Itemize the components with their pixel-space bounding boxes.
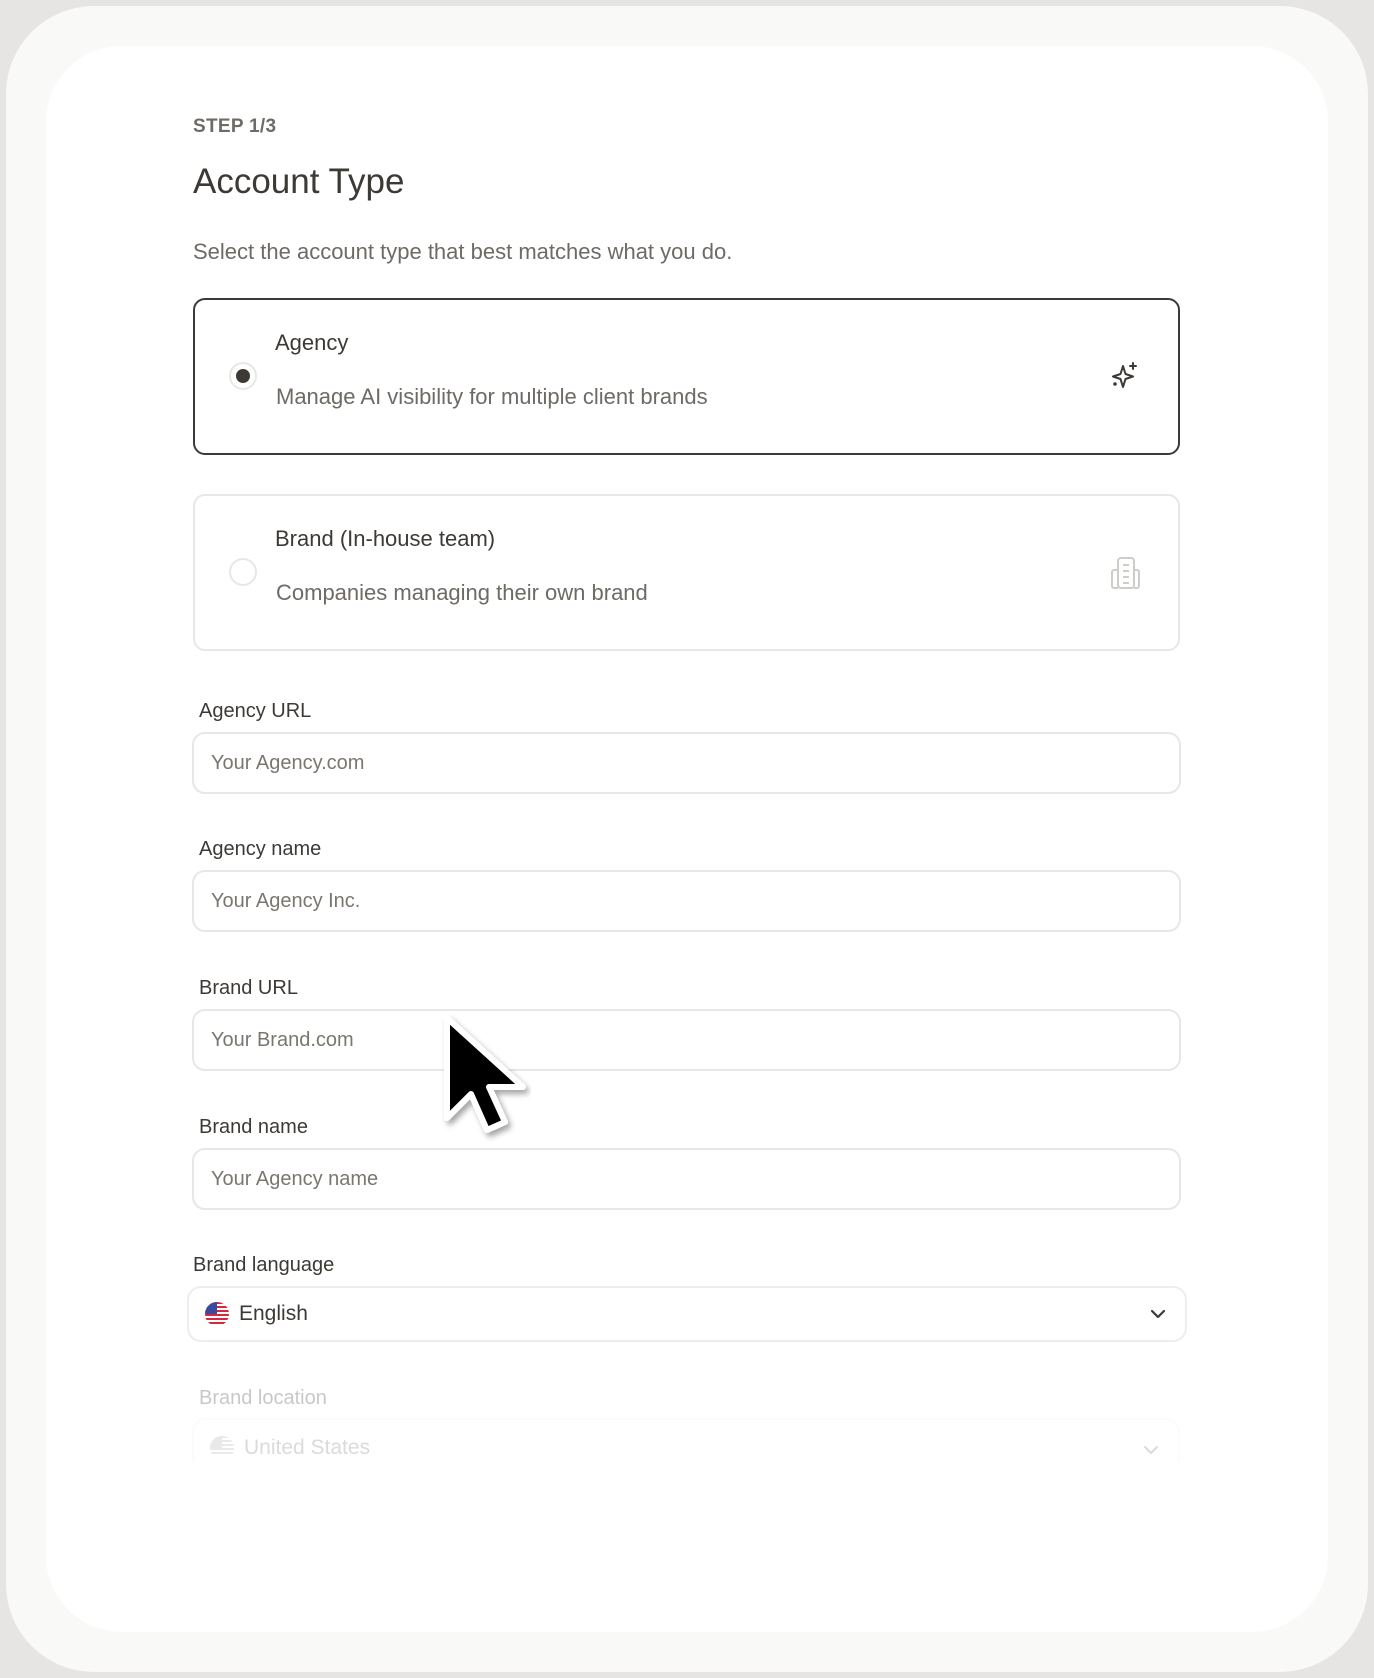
brand-option-title: Brand (In-house team) [275, 526, 496, 551]
brand-language-value: English [239, 1302, 308, 1325]
brand-location-select[interactable] [192, 1418, 1180, 1462]
building-icon [1106, 554, 1144, 592]
page-title: Account Type [193, 162, 405, 201]
brand-name-input[interactable] [192, 1148, 1181, 1210]
agency-name-input[interactable] [192, 870, 1181, 932]
radio-selected-dot [236, 369, 250, 383]
agency-url-input[interactable] [192, 732, 1181, 794]
agency-radio[interactable] [229, 362, 257, 390]
brand-option-description: Companies managing their own brand [276, 580, 648, 605]
page-subtitle: Select the account type that best matches what you do. [193, 239, 733, 264]
account-type-agency-option[interactable] [193, 298, 1180, 455]
agency-option-title: Agency [275, 330, 349, 355]
brand-name-label: Brand name [199, 1116, 308, 1138]
chevron-down-icon [1142, 1444, 1160, 1456]
us-flag-icon [210, 1436, 234, 1460]
brand-url-label: Brand URL [199, 977, 298, 999]
agency-url-label: Agency URL [199, 700, 312, 722]
brand-location-value: United States [244, 1436, 371, 1459]
agency-name-label: Agency name [199, 838, 322, 860]
brand-language-select[interactable] [187, 1286, 1187, 1342]
chevron-down-icon [1149, 1308, 1167, 1320]
step-indicator: STEP 1/3 [193, 116, 277, 137]
sparkles-icon [1106, 357, 1144, 395]
brand-url-input[interactable] [192, 1009, 1181, 1071]
brand-language-label: Brand language [193, 1254, 335, 1276]
account-type-brand-option[interactable] [193, 494, 1180, 651]
agency-option-description: Manage AI visibility for multiple client brands [276, 384, 708, 409]
brand-radio[interactable] [229, 558, 257, 586]
us-flag-icon [205, 1302, 229, 1326]
brand-location-label: Brand location [199, 1387, 327, 1409]
